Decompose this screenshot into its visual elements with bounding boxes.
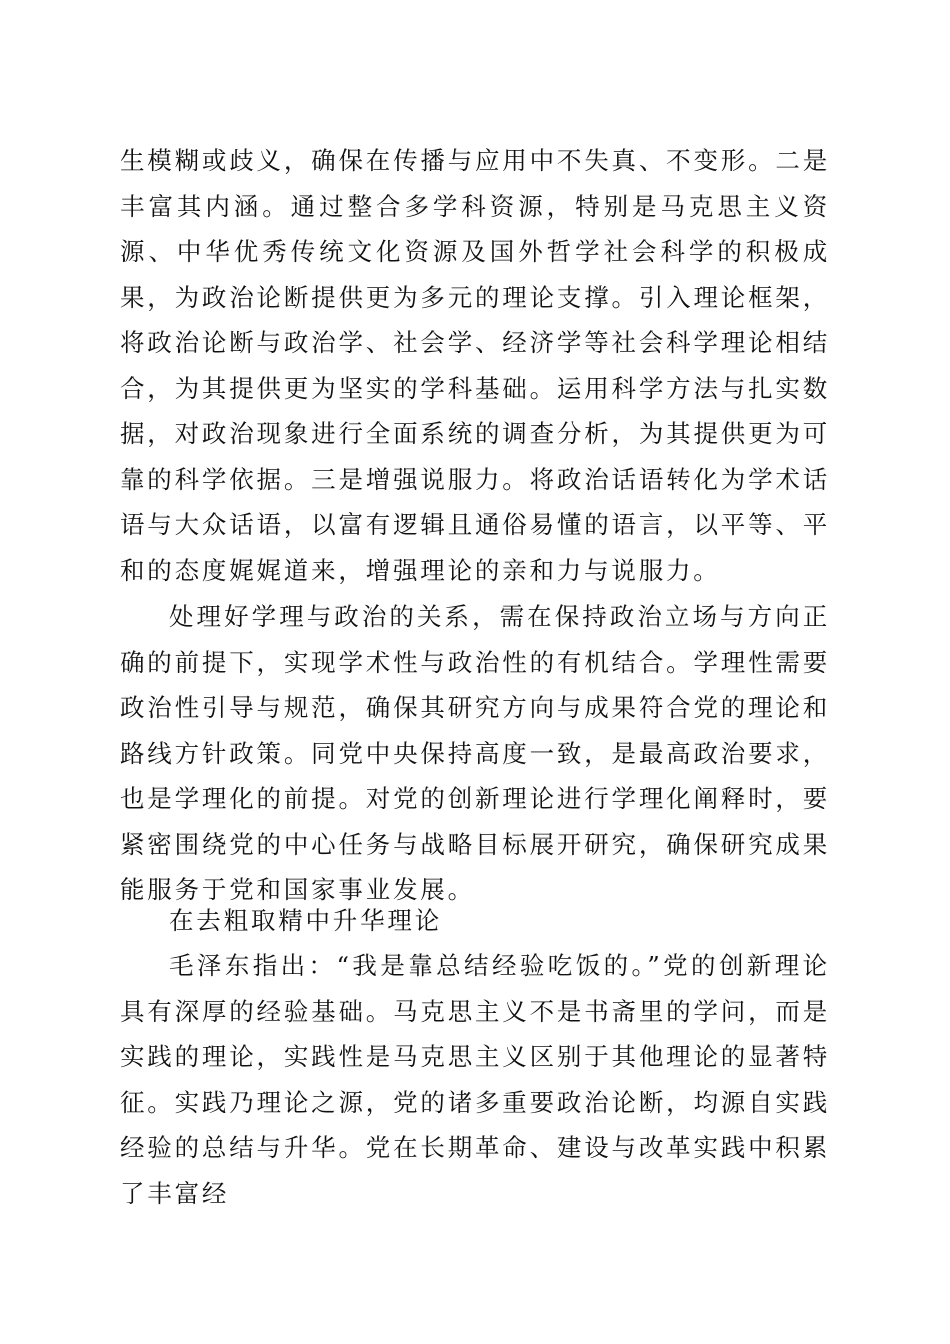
paragraph-politics-and-theory: 处理好学理与政治的关系，需在保持政治立场与方向正确的前提下，实现学术性与政治性的有机结合。学理性需要政治性引导与规范，确保其研究方向与成果符合党的理论和路线方针政策。同党中央保持高度一致，是最高政治要求，也是学理化的前提。对党的创新理论进行学理化阐释时，要紧密围绕党的中心任务与战略目标展开研究，确保研究成果能服务于党和国家事业发展。 xyxy=(120,602,830,904)
section-heading: 在去粗取精中升华理论 xyxy=(169,906,442,935)
paragraph-experience-basis: 毛泽东指出：“我是靠总结经验吃饭的。”党的创新理论具有深厚的经验基础。马克思主义不是书斋里的学问，而是实践的理论，实践性是马克思主义区别于其他理论的显著特征。实践乃理论之源，党的诸多重要政治论断，均源自实践经验的总结与升华。党在长期革命、建设与改革实践中积累了丰富经 xyxy=(120,951,830,1208)
paragraph-continued: 生模糊或歧义，确保在传播与应用中不失真、不变形。二是丰富其内涵。通过整合多学科资源，特别是马克思主义资源、中华优秀传统文化资源及国外哲学社会科学的积极成果，为政治论断提供更为多元的理论支撑。引入理论框架，将政治论断与政治学、社会学、经济学等社会科学理论相结合，为其提供更为坚实的学科基础。运用科学方法与扎实数据，对政治现象进行全面系统的调查分析，为其提供更为可靠的科学依据。三是增强说服力。将政治话语转化为学术话语与大众话语，以富有逻辑且通俗易懂的语言，以平等、平和的态度娓娓道来，增强理论的亲和力与说服力。 xyxy=(120,146,830,585)
